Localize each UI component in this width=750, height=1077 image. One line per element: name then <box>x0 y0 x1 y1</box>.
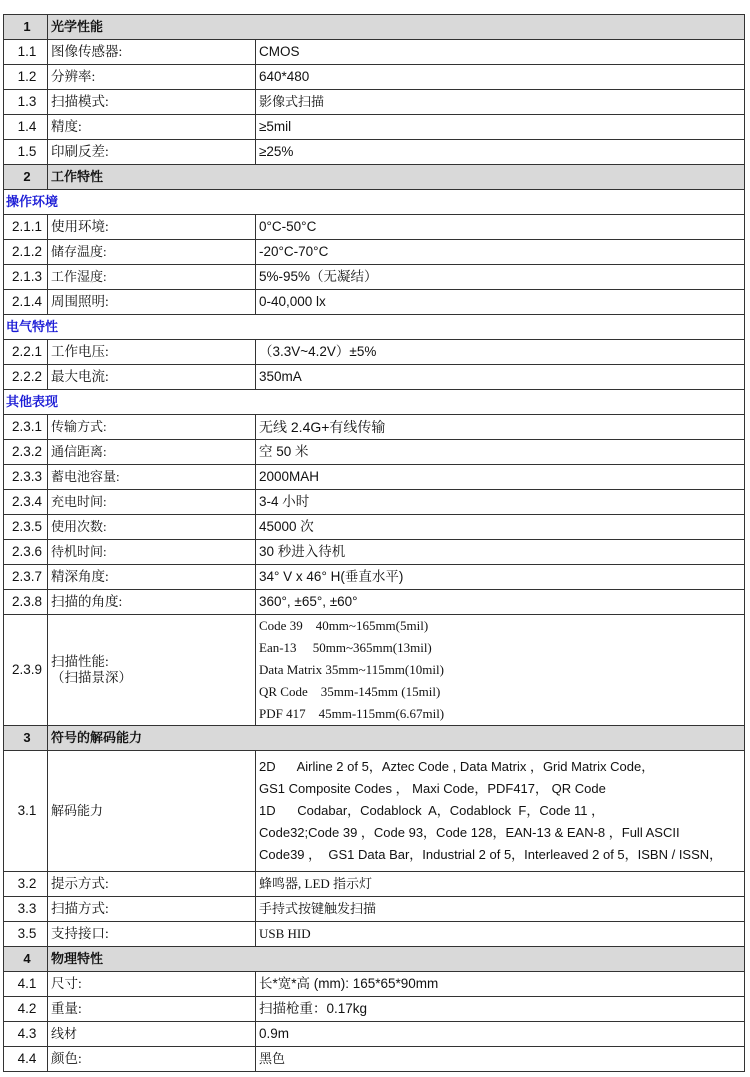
row-number: 4.4 <box>4 1047 48 1072</box>
table-row <box>4 515 745 540</box>
table-row <box>4 540 745 565</box>
table-row <box>4 1047 745 1072</box>
row-number: 3.1 <box>4 751 48 872</box>
row-number: 1.1 <box>4 40 48 65</box>
symbology-line: Code39 ， GS1 Data Bar，Industrial 2 of 5，Interleaved 2 of 5，ISBN / ISSN， <box>259 847 723 862</box>
subsection-title: 操作环境 <box>4 190 745 215</box>
scan-range-line: PDF 417 45mm-115mm(6.67mil) <box>259 706 445 721</box>
row-number: 2.1.4 <box>4 290 48 315</box>
row-value: 30 秒进入待机 <box>256 540 745 565</box>
section-header-decoding <box>4 726 745 751</box>
row-label: 工作电压: <box>48 340 256 365</box>
row-number: 2.3.4 <box>4 490 48 515</box>
row-label: 支持接口: <box>48 922 256 947</box>
row-label <box>48 615 256 726</box>
row-value: 0.9m <box>256 1022 745 1047</box>
row-label: 蓄电池容量: <box>48 465 256 490</box>
section-title: 物理特性 <box>48 947 745 972</box>
row-label: 印刷反差: <box>48 140 256 165</box>
row-label: 扫描方式: <box>48 897 256 922</box>
section-header-working <box>4 165 745 190</box>
table-row <box>4 215 745 240</box>
row-number: 2.3.6 <box>4 540 48 565</box>
row-label: 线材 <box>48 1022 256 1047</box>
table-row <box>4 565 745 590</box>
row-label: 周围照明: <box>48 290 256 315</box>
row-number: 4.3 <box>4 1022 48 1047</box>
row-value: ≥25% <box>256 140 745 165</box>
row-label: 精度: <box>48 115 256 140</box>
row-value: 手持式按键触发扫描 <box>256 897 745 922</box>
table-row <box>4 90 745 115</box>
row-value: CMOS <box>256 40 745 65</box>
scan-range-line: Ean-13 50mm~365mm(13mil) <box>259 640 432 655</box>
row-label: 尺寸: <box>48 972 256 997</box>
row-number: 3.3 <box>4 897 48 922</box>
row-value-multiline <box>256 615 745 726</box>
symbology-line: 2D Airline 2 of 5，Aztec Code , Data Matrix ，Grid Matrix Code， <box>259 759 655 774</box>
table-row <box>4 490 745 515</box>
row-number: 1.2 <box>4 65 48 90</box>
table-row <box>4 115 745 140</box>
section-title: 光学性能 <box>48 15 745 40</box>
row-label: 使用环境: <box>48 215 256 240</box>
table-row <box>4 590 745 615</box>
row-number: 3.2 <box>4 872 48 897</box>
symbology-line: Code32;Code 39 ，Code 93，Code 128，EAN-13 & EAN-8 ，Full ASCII <box>259 825 680 840</box>
row-number: 2.3.1 <box>4 415 48 440</box>
row-value: 影像式扫描 <box>256 90 745 115</box>
row-number: 2.3.2 <box>4 440 48 465</box>
section-number: 4 <box>4 947 48 972</box>
symbology-line: GS1 Composite Codes ， Maxi Code，PDF417， QR Code <box>259 781 606 796</box>
row-value: 0-40,000 lx <box>256 290 745 315</box>
table-row-decode-capability <box>4 751 745 872</box>
row-value: 扫描枪重：0.17kg <box>256 997 745 1022</box>
row-label: 最大电流: <box>48 365 256 390</box>
row-number: 2.2.1 <box>4 340 48 365</box>
row-label: 工作湿度: <box>48 265 256 290</box>
table-row <box>4 240 745 265</box>
table-row <box>4 340 745 365</box>
table-row <box>4 40 745 65</box>
row-number: 2.1.3 <box>4 265 48 290</box>
symbology-line: 1D Codabar，Codablock A，Codablock F，Code 11 ， <box>259 803 605 818</box>
row-number: 2.3.8 <box>4 590 48 615</box>
table-row <box>4 440 745 465</box>
row-label: 精深角度: <box>48 565 256 590</box>
table-row-scan-performance <box>4 615 745 726</box>
row-value: 360°, ±65°, ±60° <box>256 590 745 615</box>
section-number: 2 <box>4 165 48 190</box>
row-value: USB HID <box>256 922 745 947</box>
section-title: 工作特性 <box>48 165 745 190</box>
row-label: 传输方式: <box>48 415 256 440</box>
row-label: 充电时间: <box>48 490 256 515</box>
table-row <box>4 465 745 490</box>
row-number: 4.1 <box>4 972 48 997</box>
row-value: 3-4 小时 <box>256 490 745 515</box>
row-number: 2.3.3 <box>4 465 48 490</box>
row-value: 无线 2.4G+有线传输 <box>256 415 745 440</box>
table-row <box>4 140 745 165</box>
table-row <box>4 290 745 315</box>
row-number: 2.1.2 <box>4 240 48 265</box>
row-label: 解码能力 <box>48 751 256 872</box>
row-label: 重量: <box>48 997 256 1022</box>
row-number: 3.5 <box>4 922 48 947</box>
table-row <box>4 872 745 897</box>
section-header-optical <box>4 15 745 40</box>
row-label: 待机时间: <box>48 540 256 565</box>
table-row <box>4 365 745 390</box>
subsection-header-other <box>4 390 745 415</box>
scan-range-line: Code 39 40mm~165mm(5mil) <box>259 618 429 633</box>
table-row <box>4 897 745 922</box>
table-row <box>4 972 745 997</box>
row-value: ≥5mil <box>256 115 745 140</box>
subsection-title: 其他表现 <box>4 390 745 415</box>
row-label: 图像传感器: <box>48 40 256 65</box>
row-number: 2.3.9 <box>4 615 48 726</box>
subsection-title: 电气特性 <box>4 315 745 340</box>
subsection-header-environment <box>4 190 745 215</box>
table-row <box>4 265 745 290</box>
row-label: 分辨率: <box>48 65 256 90</box>
scan-range-line: Data Matrix 35mm~115mm(10mil) <box>259 662 444 677</box>
section-number: 3 <box>4 726 48 751</box>
row-value: 2000MAH <box>256 465 745 490</box>
table-row <box>4 922 745 947</box>
row-value: 5%-95%（无凝结） <box>256 265 745 290</box>
section-number: 1 <box>4 15 48 40</box>
table-row <box>4 415 745 440</box>
row-number: 2.1.1 <box>4 215 48 240</box>
table-row <box>4 65 745 90</box>
row-value: 640*480 <box>256 65 745 90</box>
row-value-multiline <box>256 751 745 872</box>
row-label: 扫描模式: <box>48 90 256 115</box>
row-value: 45000 次 <box>256 515 745 540</box>
row-value: 黑色 <box>256 1047 745 1072</box>
row-label: 通信距离: <box>48 440 256 465</box>
row-label-main: 扫描性能: <box>51 654 109 669</box>
subsection-header-electrical <box>4 315 745 340</box>
row-number: 1.3 <box>4 90 48 115</box>
table-row <box>4 997 745 1022</box>
row-label-sub: （扫描景深） <box>51 670 132 685</box>
row-label: 提示方式: <box>48 872 256 897</box>
row-value: -20°C-70°C <box>256 240 745 265</box>
row-value: 0°C-50°C <box>256 215 745 240</box>
row-number: 1.5 <box>4 140 48 165</box>
scan-range-line: QR Code 35mm-145mm (15mil) <box>259 684 441 699</box>
row-label: 扫描的角度: <box>48 590 256 615</box>
row-value: 长*宽*高 (mm): 165*65*90mm <box>256 972 745 997</box>
row-label: 储存温度: <box>48 240 256 265</box>
row-number: 1.4 <box>4 115 48 140</box>
row-value: 350mA <box>256 365 745 390</box>
row-label: 使用次数: <box>48 515 256 540</box>
row-label: 颜色: <box>48 1047 256 1072</box>
row-number: 2.3.5 <box>4 515 48 540</box>
section-header-physical <box>4 947 745 972</box>
spec-table <box>3 14 745 1072</box>
row-value: （3.3V~4.2V）±5% <box>256 340 745 365</box>
row-number: 2.2.2 <box>4 365 48 390</box>
section-title: 符号的解码能力 <box>48 726 745 751</box>
row-value: 蜂鸣器, LED 指示灯 <box>256 872 745 897</box>
table-row <box>4 1022 745 1047</box>
row-value: 空 50 米 <box>256 440 745 465</box>
row-number: 2.3.7 <box>4 565 48 590</box>
row-value: 34° V x 46° H(垂直水平) <box>256 565 745 590</box>
row-number: 4.2 <box>4 997 48 1022</box>
